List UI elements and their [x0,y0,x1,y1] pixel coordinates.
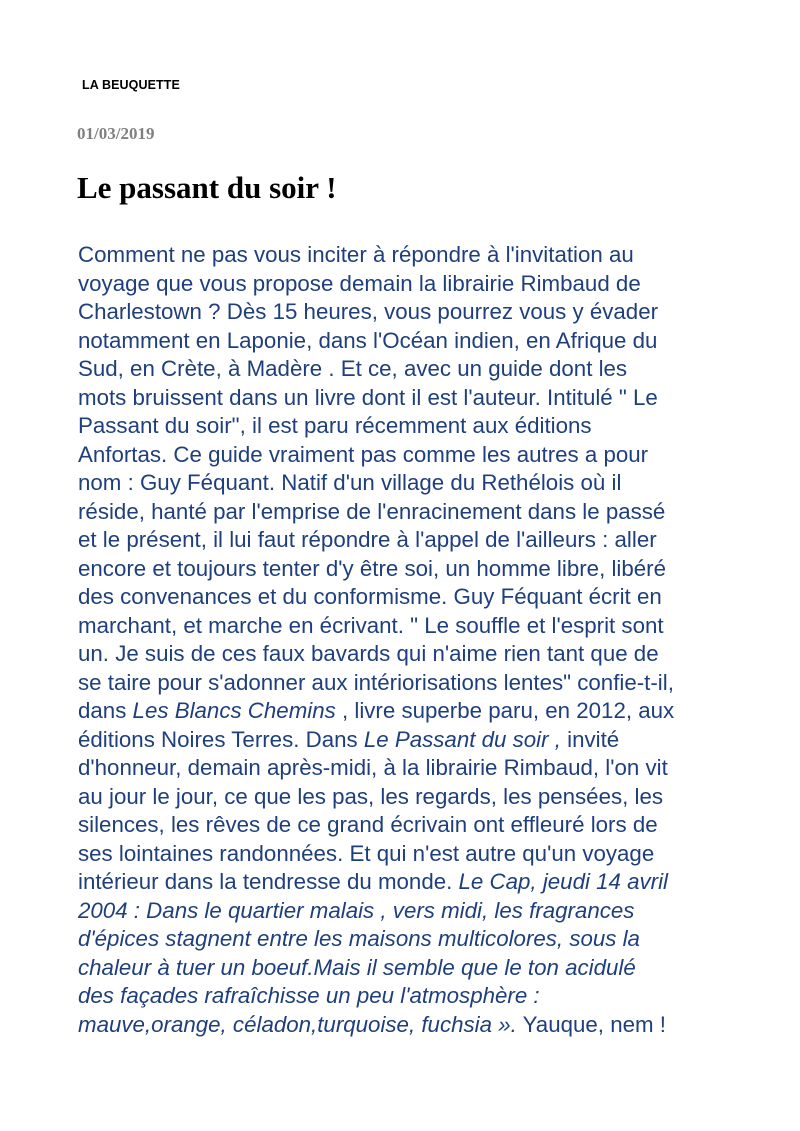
body-text: Anfortas. Ce guide vraiment pas comme les autres a pour [78,441,649,467]
body-text: silences, les rêves de ce grand écrivain ont effleuré lors de [78,812,658,837]
body-line [78,412,778,441]
body-line [78,811,778,840]
italic-text: Les Blancs Chemins [132,698,336,723]
body-text: d'honneur, demain après-midi, à la librairie Rimbaud, l'on vit [78,755,668,780]
body-line [78,355,778,384]
body-line [78,526,778,555]
body-text: Sud, en Crète, à Madère . Et ce, avec un guide dont les [78,356,628,381]
italic-text: Le Cap, jeudi 14 avril [458,869,669,894]
body-line [78,441,778,470]
body-line [78,697,778,726]
body-line [78,669,778,698]
italic-text: 2004 : Dans le quartier malais , vers midi, les fragrances [78,897,635,923]
body-text: nom : Guy Féquant. Natif d'un village du Rethélois où il [78,470,622,495]
italic-text: des façades rafraîchisse un peu l'atmosphère : [78,983,540,1008]
body-text: des convenances et du conformisme. Guy Féquant écrit en [78,584,662,609]
body-line [78,555,778,584]
italic-text: chaleur à tuer un boeuf.Mais il semble que le ton acidulé [78,954,636,980]
body-line [78,384,778,413]
body-text: éditions Noires Terres. Dans [78,726,364,752]
body-line [78,469,778,498]
italic-text: Le Passant du soir , [363,726,561,752]
body-line [78,726,778,755]
italic-text: mauve,orange, céladon,turquoise, fuchsia ». [78,1011,517,1037]
body-line [78,612,778,641]
publication-name: LA BEUQUETTE [82,78,180,92]
body-text: Comment ne pas vous inciter à répondre à l'invitation au [78,242,634,267]
body-text: au jour le jour, ce que les pas, les regards, les pensées, les [78,783,664,809]
body-text: Charlestown ? Dès 15 heures, vous pourrez vous y évader [78,299,659,324]
body-line [78,298,778,327]
body-text: dans [78,698,133,723]
body-text: , livre superbe paru, en 2012, aux [335,698,675,723]
body-line [78,897,778,926]
body-text: et le présent, il lui faut répondre à l'appel de l'ailleurs : aller [78,527,657,552]
body-line [78,754,778,783]
body-text: réside, hanté par l'emprise de l'enracinement dans le passé [78,498,666,524]
body-line [78,241,778,270]
body-text: marchant, et marche en écrivant. " Le souffle et l'esprit sont [78,612,664,638]
body-text: invité [560,726,620,752]
body-line [78,982,778,1011]
body-line [78,583,778,612]
body-text: se taire pour s'adonner aux intériorisations lentes" confie-t-il, [78,669,674,695]
italic-text: d'épices stagnent entre les maisons multicolores, sous la [78,926,640,951]
body-line [78,270,778,299]
article-body [78,241,778,1039]
body-text: voyage que vous propose demain la librairie Rimbaud de [78,270,641,296]
article-title: Le passant du soir ! [77,170,337,205]
body-line [78,640,778,669]
body-text: intérieur dans la tendresse du monde. [78,869,459,894]
body-line [78,783,778,812]
body-line [78,327,778,356]
body-line [78,498,778,527]
body-line [78,954,778,983]
body-text: notamment en Laponie, dans l'Océan indien, en Afrique du [78,327,658,353]
body-text: Passant du soir", il est paru récemment aux éditions [78,413,592,438]
body-text: mots bruissent dans un livre dont il est l'auteur. Intitulé " Le [78,384,658,410]
body-text: encore et toujours tenter d'y être soi, un homme libre, libéré [78,555,666,581]
body-text: ses lointaines randonnées. Et qui n'est autre qu'un voyage [78,840,655,866]
body-line [78,868,778,897]
body-line [78,840,778,869]
body-line [78,1011,778,1040]
body-text: un. Je suis de ces faux bavards qui n'aime rien tant que de [78,641,659,666]
body-line [78,925,778,954]
body-text: Yauque, nem ! [516,1011,666,1037]
article-date: 01/03/2019 [77,124,155,143]
